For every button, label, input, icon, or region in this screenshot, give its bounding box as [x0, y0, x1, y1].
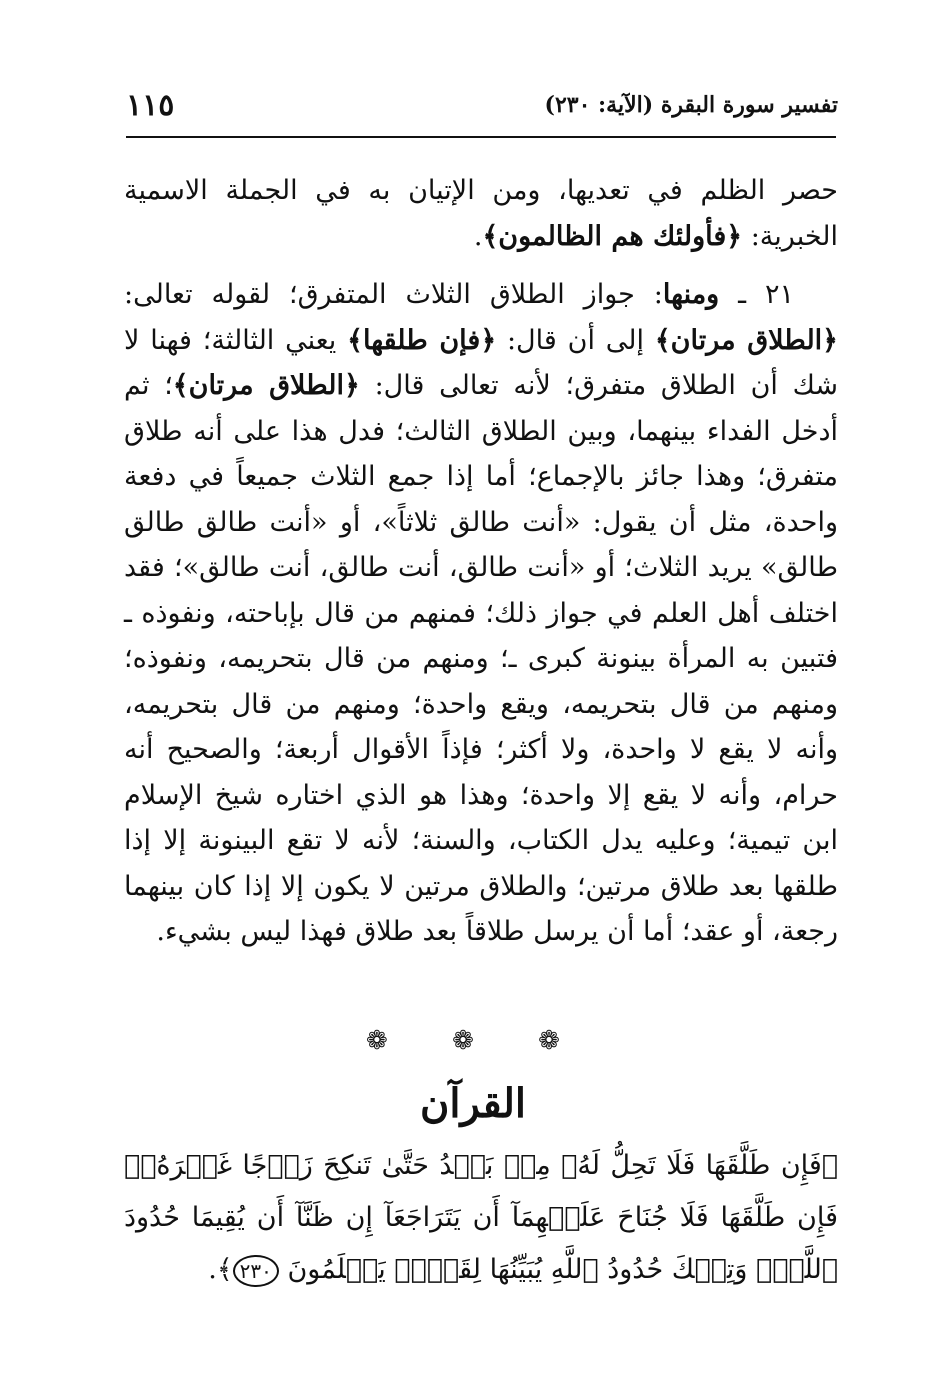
section-divider [0, 1026, 946, 1056]
point-number: ٢١ ـ [719, 279, 795, 310]
commentary-text [124, 168, 838, 955]
paragraph-point-21 [124, 272, 838, 955]
quran-citation: ﴿الطلاق مرتان﴾ [172, 370, 360, 401]
text-run: يعني الثالثة؛ فهنا لا شك أن الطلاق متفرق؛ لأنه تعالى قال: [124, 324, 839, 401]
text-run: حصر الظلم في تعديها، ومن الإتيان به في الجملة الاسمية الخبرية: [124, 175, 838, 252]
header-divider [126, 136, 836, 138]
ornament-flower-icon: ❁ [538, 1026, 580, 1056]
ayah-number-badge: ٢٣٠ [233, 1255, 279, 1287]
running-header [124, 88, 838, 128]
paragraph-conclusion [124, 168, 838, 259]
verse-paragraph [124, 1140, 838, 1296]
verse-text: ﴿فَإِن طَلَّقَهَا فَلَا تَحِلُّ لَهُۥ مِنۢ بَعۡدُ حَتَّىٰ تَنكِحَ زَوۡجًا غَيۡرَهُۥۗ فَإِن طَلَّقَهَا فَلَا جُنَاحَ عَلَيۡهِمَآ أَن يَتَرَاجَعَآ إِن ظَنَّآ أَن يُقِيمَا حُدُودَ ٱللَّهِۗ وَتِلۡكَ حُدُودُ ٱللَّهِ يُبَيِّنُهَا لِقَوۡمٖ يَعۡلَمُونَ [124, 1150, 838, 1285]
point-label: ومنها [662, 279, 720, 310]
page-number: ١١٥ [126, 88, 175, 123]
header-title: تفسير سورة البقرة (الآية: ٢٣٠) [544, 92, 838, 118]
quran-citation: ﴿فإن طلقها﴾ [347, 324, 497, 356]
quran-citation: ﴿فأولئك هم الظالمون﴾ [482, 220, 743, 252]
section-heading: القرآن [419, 1080, 527, 1127]
text-run: ؛ ثم أدخل الفداء بينهما، وبين الطلاق الثالث؛ فدل هذا على أنه طلاق متفرق؛ وهذا جائز بالإجماع؛ أما إذا جمع الثلاث جميعاً في دفعة واحدة، مثل أن يقول: «أنت طالق ثلاثاً»، أو «أنت طالق طالق طالق» يريد الثلاث؛ أو «أنت طالق، أنت طالق، أنت طالق»؛ فقد اختلف أهل العلم في جواز ذلك؛ فمنهم من قال بإباحته، ونفوذه ـ فتبين به المرأة بينونة كبرى ـ؛ ومنهم من قال بتحريمه، ونفوذه؛ ومنهم من قال بتحريمه، ويقع واحدة؛ ومنهم من قال بتحريمه، وأنه لا يقع لا واحدة، ولا أكثر؛ فإذاً الأقوال أربعة؛ والصحيح أنه حرام، وأنه لا يقع إلا واحدة؛ وهذا هو الذي اختاره شيخ الإسلام ابن تيمية؛ وعليه يدل الكتاب، والسنة؛ لأنه لا تقع البينونة إلا إذا طلقها بعد طلاق مرتين؛ والطلاق مرتين لا يكون إلا إذا كان بينهما رجعة، أو عقد؛ أما أن يرسل طلاقاً بعد طلاق فهذا ليس بشيء. [124, 370, 838, 947]
text-run: إلى أن قال: [496, 324, 655, 356]
quran-citation: ﴿الطلاق مرتان﴾ [654, 324, 838, 356]
text-run: . [473, 220, 483, 252]
verse-closing: ﴾. [208, 1254, 233, 1285]
quran-verse [124, 1140, 838, 1296]
ornament-flower-icon: ❁ [366, 1026, 408, 1056]
text-run: : جواز الطلاق الثلاث المتفرق؛ لقوله تعالى: [124, 279, 663, 310]
ornament-flower-icon: ❁ [452, 1026, 494, 1056]
